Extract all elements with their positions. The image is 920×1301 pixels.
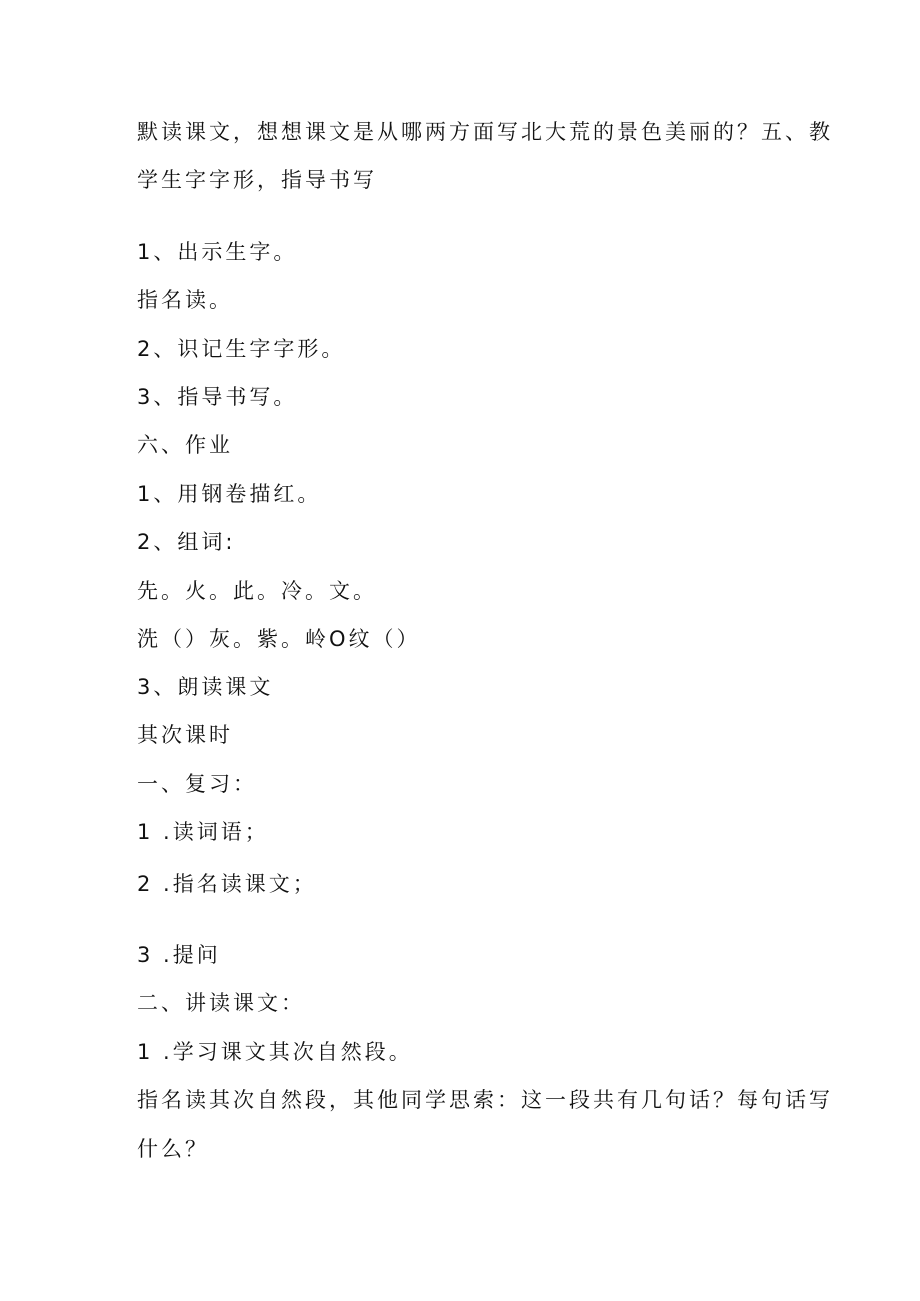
list-item-read-aloud: 指名读。 (137, 288, 233, 312)
paragraph-instruction-1: 指名读其次自然段，其他同学思索：这一段共有几句话？每句话写 (137, 1088, 833, 1112)
list-item-tracing: 1、用钢卷描红。 (137, 482, 322, 506)
paragraph-instruction-2: 什么？ (137, 1137, 209, 1161)
character-list-1: 先。火。此。冷。文。 (137, 579, 377, 603)
list-item-memorize-forms: 2、识记生字字形。 (137, 337, 346, 361)
lesson-heading: 其次课时 (137, 723, 233, 747)
list-item-read-text: 3、朗读课文 (137, 675, 274, 699)
section-heading-homework: 六、作业 (137, 433, 233, 457)
section-heading-review: 一、复习： (137, 772, 257, 796)
list-item-read-words: 1 .读词语； (137, 820, 269, 844)
paragraph-line-2: 学生字字形，指导书写 (137, 168, 377, 192)
list-item-read-text-named: 2 .指名读课文； (137, 872, 317, 896)
list-item-study-paragraph: 1 .学习课文其次自然段。 (137, 1040, 413, 1064)
section-heading-lecture: 二、讲读课文： (137, 991, 305, 1015)
list-item-guide-writing: 3、指导书写。 (137, 385, 298, 409)
paragraph-line-1: 默读课文，想想课文是从哪两方面写北大荒的景色美丽的？五、教 (137, 120, 833, 144)
list-item-word-building: 2、组词: (137, 530, 236, 554)
list-item-questions: 3 .提问 (137, 943, 221, 967)
list-item-show-characters: 1、出示生字。 (137, 240, 298, 264)
character-list-2: 洗（）灰。紫。岭O纹（） (137, 627, 421, 651)
